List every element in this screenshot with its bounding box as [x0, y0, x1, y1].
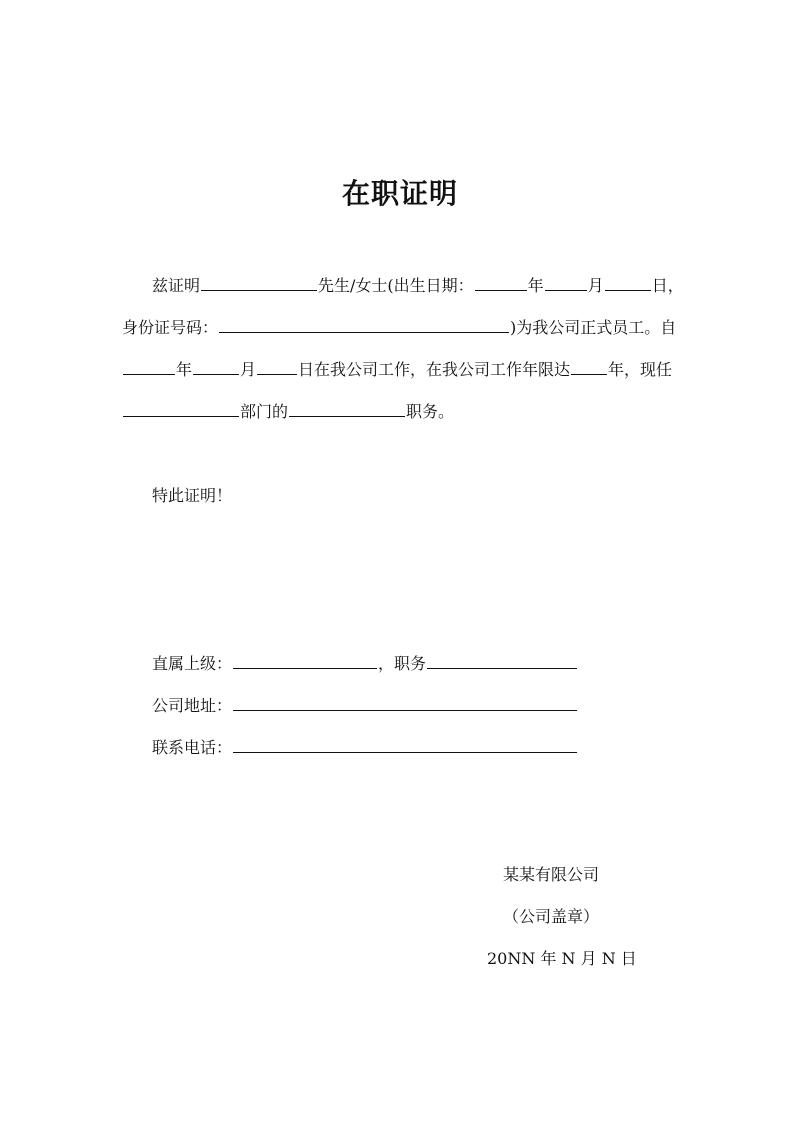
supervisor-position-label: ，职务: [378, 654, 427, 673]
birth-month-blank[interactable]: [545, 274, 587, 291]
body-line-2: [122, 316, 676, 340]
text-mr-ms: 先生/女士(出生日期：: [318, 276, 474, 295]
text-position: 职务。: [406, 402, 455, 421]
company-seal: （公司盖章）: [503, 907, 600, 926]
text-certify: 兹证明: [152, 276, 201, 295]
id-number-blank[interactable]: [219, 316, 509, 333]
closing-statement: 特此证明！: [152, 486, 233, 505]
supervisor-blank[interactable]: [233, 652, 377, 669]
text-id-number: 身份证号码：: [122, 318, 219, 337]
birth-day-blank[interactable]: [605, 274, 651, 291]
text-month-2: 月: [240, 360, 257, 379]
department-blank[interactable]: [123, 400, 239, 417]
start-month-blank[interactable]: [193, 358, 239, 375]
supervisor-position-blank[interactable]: [427, 652, 577, 669]
address-blank[interactable]: [233, 694, 577, 711]
body-line-1: [152, 274, 684, 298]
address-label: 公司地址：: [152, 696, 233, 715]
name-blank[interactable]: [201, 274, 317, 291]
years-blank[interactable]: [571, 358, 607, 375]
address-row: [152, 694, 578, 718]
text-day: 日，: [651, 276, 684, 295]
phone-row: [152, 736, 578, 760]
text-month: 月: [587, 276, 604, 295]
text-formal-employee: )为我公司正式员工。自: [510, 318, 677, 337]
company-name: 某某有限公司: [503, 865, 600, 884]
supervisor-label: 直属上级：: [152, 654, 233, 673]
birth-year-blank[interactable]: [475, 274, 527, 291]
text-year: 年: [527, 276, 544, 295]
body-line-3: [122, 358, 672, 382]
issue-date: 20NN 年 N 月 N 日: [487, 949, 637, 968]
position-blank[interactable]: [289, 400, 405, 417]
phone-label: 联系电话：: [152, 738, 233, 757]
document-title: 在职证明: [341, 177, 458, 210]
text-currently: 年，现任: [608, 360, 673, 379]
text-department: 部门的: [240, 402, 289, 421]
supervisor-row: [152, 652, 578, 676]
start-day-blank[interactable]: [257, 358, 297, 375]
text-year-2: 年: [176, 360, 193, 379]
text-working-since: 日在我公司工作，在我公司工作年限达: [298, 360, 571, 379]
body-line-4: [122, 400, 454, 424]
start-year-blank[interactable]: [123, 358, 175, 375]
phone-blank[interactable]: [233, 736, 577, 753]
